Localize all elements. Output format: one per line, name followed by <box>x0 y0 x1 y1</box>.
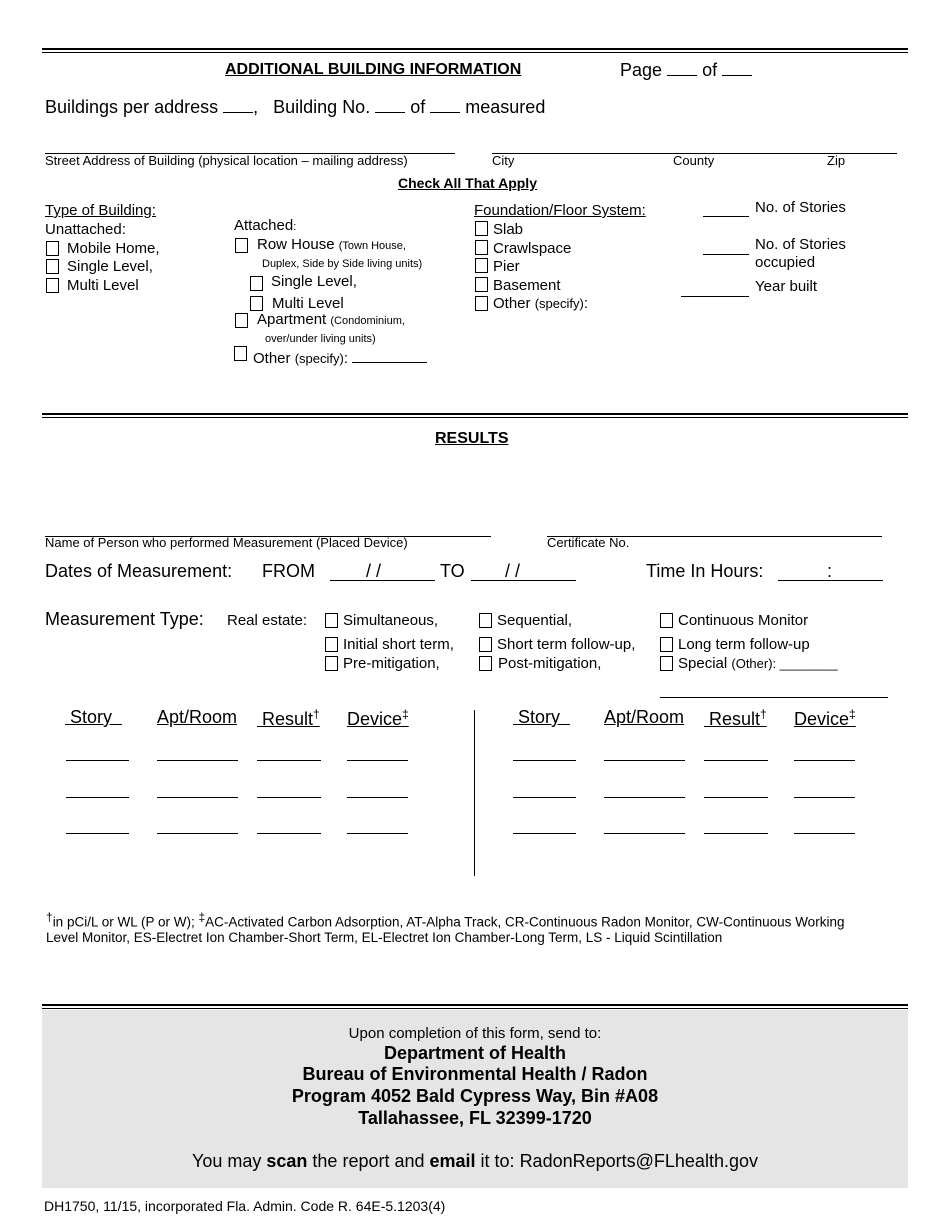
simultaneous-label: Simultaneous, <box>343 612 439 629</box>
table-cell-field[interactable] <box>513 833 576 834</box>
sequential-checkbox[interactable] <box>479 613 492 628</box>
table-divider <box>474 710 475 876</box>
table-cell-field[interactable] <box>157 833 238 834</box>
send-to-intro: Upon completion of this form, send to: <box>348 1025 602 1042</box>
right-apt-room-header: Apt/Room <box>604 707 685 727</box>
no-stories-occupied-field[interactable] <box>703 254 749 255</box>
long-followup-checkbox[interactable] <box>660 637 673 652</box>
special-checkbox[interactable] <box>660 656 673 671</box>
pier-checkbox[interactable] <box>475 258 488 273</box>
row-house-multi-level-label: Multi Level <box>272 295 344 312</box>
table-cell-field[interactable] <box>66 833 129 834</box>
single-level-label: Single Level, <box>67 258 153 275</box>
left-device-header: Device‡ <box>347 707 409 729</box>
program-address: Program 4052 Bald Cypress Way, Bin #A08 <box>291 1086 659 1106</box>
person-label: Name of Person who performed Measurement (Placed Device) <box>45 535 408 550</box>
pier-label: Pier <box>493 258 520 275</box>
continuous-monitor-checkbox[interactable] <box>660 613 673 628</box>
crawlspace-label: Crawlspace <box>493 240 572 257</box>
crawlspace-checkbox[interactable] <box>475 240 488 255</box>
building-total-field[interactable] <box>430 98 460 113</box>
mobile-home-checkbox[interactable] <box>46 241 59 256</box>
time-in-hours-label: Time In Hours: <box>646 561 764 581</box>
left-apt-room-header: Apt/Room <box>157 707 238 727</box>
table-cell-field[interactable] <box>794 797 855 798</box>
table-cell-field[interactable] <box>704 797 768 798</box>
section-title-building: ADDITIONAL BUILDING INFORMATION <box>225 61 522 78</box>
table-cell-field[interactable] <box>157 760 238 761</box>
row-house-multi-level-checkbox[interactable] <box>250 296 263 311</box>
row-house-single-level-label: Single Level, <box>271 273 357 290</box>
year-built-field[interactable] <box>681 296 749 297</box>
date-from-slashes: / / <box>366 561 382 581</box>
right-result-header: Result† <box>709 707 767 729</box>
foundation-heading: Foundation/Floor System: <box>474 202 646 219</box>
results-heading: RESULTS <box>435 430 509 447</box>
row-house-note: Duplex, Side by Side living units) <box>262 258 423 270</box>
pre-mitigation-label: Pre-mitigation, <box>343 655 440 672</box>
zip-label: Zip <box>827 153 846 168</box>
unattached-label: Unattached: <box>45 221 126 238</box>
city-address: Tallahassee, FL 32399-1720 <box>358 1108 592 1128</box>
multi-level-checkbox[interactable] <box>46 278 59 293</box>
table-cell-field[interactable] <box>347 797 408 798</box>
date-to-slashes: / / <box>505 561 521 581</box>
dept-name: Department of Health <box>383 1043 567 1063</box>
no-stories-occupied-label: No. of Stories <box>755 236 846 253</box>
time-colon: : <box>827 561 833 581</box>
table-cell-field[interactable] <box>604 797 685 798</box>
left-result-header: Result† <box>262 707 320 729</box>
table-cell-field[interactable] <box>604 833 685 834</box>
bureau-name: Bureau of Environmental Health / Radon <box>302 1064 648 1084</box>
table-cell-field[interactable] <box>704 833 768 834</box>
attached-other-checkbox[interactable] <box>234 346 247 361</box>
table-cell-field[interactable] <box>66 797 129 798</box>
type-of-building-heading: Type of Building: <box>45 202 156 219</box>
table-cell-field[interactable] <box>257 797 321 798</box>
basement-label: Basement <box>493 277 561 294</box>
special-divider <box>660 697 888 698</box>
foundation-other-checkbox[interactable] <box>475 296 488 311</box>
mobile-home-label: Mobile Home, <box>67 240 160 257</box>
county-label: County <box>673 153 715 168</box>
page-indicator: Page of <box>620 60 752 81</box>
right-story-header: Story <box>518 707 561 727</box>
initial-short-label: Initial short term, <box>343 636 454 653</box>
table-cell-field[interactable] <box>704 760 768 761</box>
table-cell-field[interactable] <box>157 797 238 798</box>
pre-mitigation-checkbox[interactable] <box>325 656 338 671</box>
results-rule <box>42 413 908 418</box>
form-id: DH1750, 11/15, incorporated Fla. Admin. Code R. 64E-5.1203(4) <box>44 1198 446 1214</box>
apartment-label: Apartment (Condominium, <box>257 311 405 328</box>
measurement-type-label: Measurement Type: <box>45 609 204 629</box>
long-followup-label: Long term follow-up <box>678 636 810 653</box>
slab-label: Slab <box>493 221 524 238</box>
to-label: TO <box>440 561 465 581</box>
table-cell-field[interactable] <box>257 760 321 761</box>
footnote-line-2: Level Monitor, ES-Electret Ion Chamber-Short Term, EL-Electret Ion Chamber-Long Term, LS - Liquid Scintillation <box>46 930 723 945</box>
continuous-monitor-label: Continuous Monitor <box>678 612 809 629</box>
short-followup-label: Short term follow-up, <box>497 636 636 653</box>
date-from-field[interactable] <box>330 580 435 581</box>
real-estate-label: Real estate: <box>227 612 308 629</box>
table-cell-field[interactable] <box>513 760 576 761</box>
building-no-field[interactable] <box>375 98 405 113</box>
table-cell-field[interactable] <box>66 760 129 761</box>
buildings-row: Buildings per address , Building No. of measured <box>45 97 546 117</box>
slab-checkbox[interactable] <box>475 221 488 236</box>
row-house-single-level-checkbox[interactable] <box>250 276 263 291</box>
sequential-label: Sequential, <box>497 612 573 629</box>
scan-email-line: You may scan the report and email it to: RadonReports@FLhealth.gov <box>192 1151 758 1171</box>
table-cell-field[interactable] <box>794 760 855 761</box>
table-cell-field[interactable] <box>794 833 855 834</box>
check-all-heading: Check All That Apply <box>398 175 537 191</box>
post-mitigation-checkbox[interactable] <box>479 656 492 671</box>
foundation-other-label: Other (specify): <box>493 295 588 312</box>
table-cell-field[interactable] <box>604 760 685 761</box>
city-label: City <box>492 153 515 168</box>
attached-other-label: Other (specify): <box>253 348 427 367</box>
row-house-label: Row House (Town House, <box>257 236 406 253</box>
short-followup-checkbox[interactable] <box>479 637 492 652</box>
attached-label: Attached: <box>234 217 297 234</box>
simultaneous-checkbox[interactable] <box>325 613 338 628</box>
apartment-note: over/under living units) <box>265 333 376 345</box>
table-cell-field[interactable] <box>347 760 408 761</box>
no-stories-label: No. of Stories <box>755 199 846 216</box>
buildings-per-address-field[interactable] <box>223 98 253 113</box>
dates-label: Dates of Measurement: <box>45 561 233 581</box>
apartment-checkbox[interactable] <box>235 313 248 328</box>
table-cell-field[interactable] <box>347 833 408 834</box>
email-link[interactable]: RadonReports@FLhealth.gov <box>519 1151 758 1171</box>
row-house-checkbox[interactable] <box>235 238 248 253</box>
attached-other-field[interactable] <box>352 348 427 363</box>
certificate-label: Certificate No. <box>547 535 630 550</box>
footnote-line-1: †in pCi/L or WL (P or W); ‡AC-Activated Carbon Adsorption, AT-Alpha Track, CR-Continuous Radon Monitor, CW-Continuous Working <box>46 910 845 930</box>
special-label: Special (Other): ________ <box>678 655 838 672</box>
basement-checkbox[interactable] <box>475 277 488 292</box>
multi-level-label: Multi Level <box>67 277 139 294</box>
table-cell-field[interactable] <box>513 797 576 798</box>
no-stories-field[interactable] <box>703 216 749 217</box>
top-rule <box>42 48 908 53</box>
date-to-field[interactable] <box>471 580 576 581</box>
bottom-rule <box>42 1004 908 1009</box>
from-label: FROM <box>262 561 315 581</box>
right-device-header: Device‡ <box>794 707 856 729</box>
left-story-header: Story <box>70 707 113 727</box>
single-level-checkbox[interactable] <box>46 259 59 274</box>
table-cell-field[interactable] <box>257 833 321 834</box>
post-mitigation-label: Post-mitigation, <box>498 655 602 672</box>
street-address-label: Street Address of Building (physical location – mailing address) <box>45 153 408 168</box>
year-built-label: Year built <box>755 278 817 295</box>
initial-short-checkbox[interactable] <box>325 637 338 652</box>
occupied-label: occupied <box>755 254 816 271</box>
